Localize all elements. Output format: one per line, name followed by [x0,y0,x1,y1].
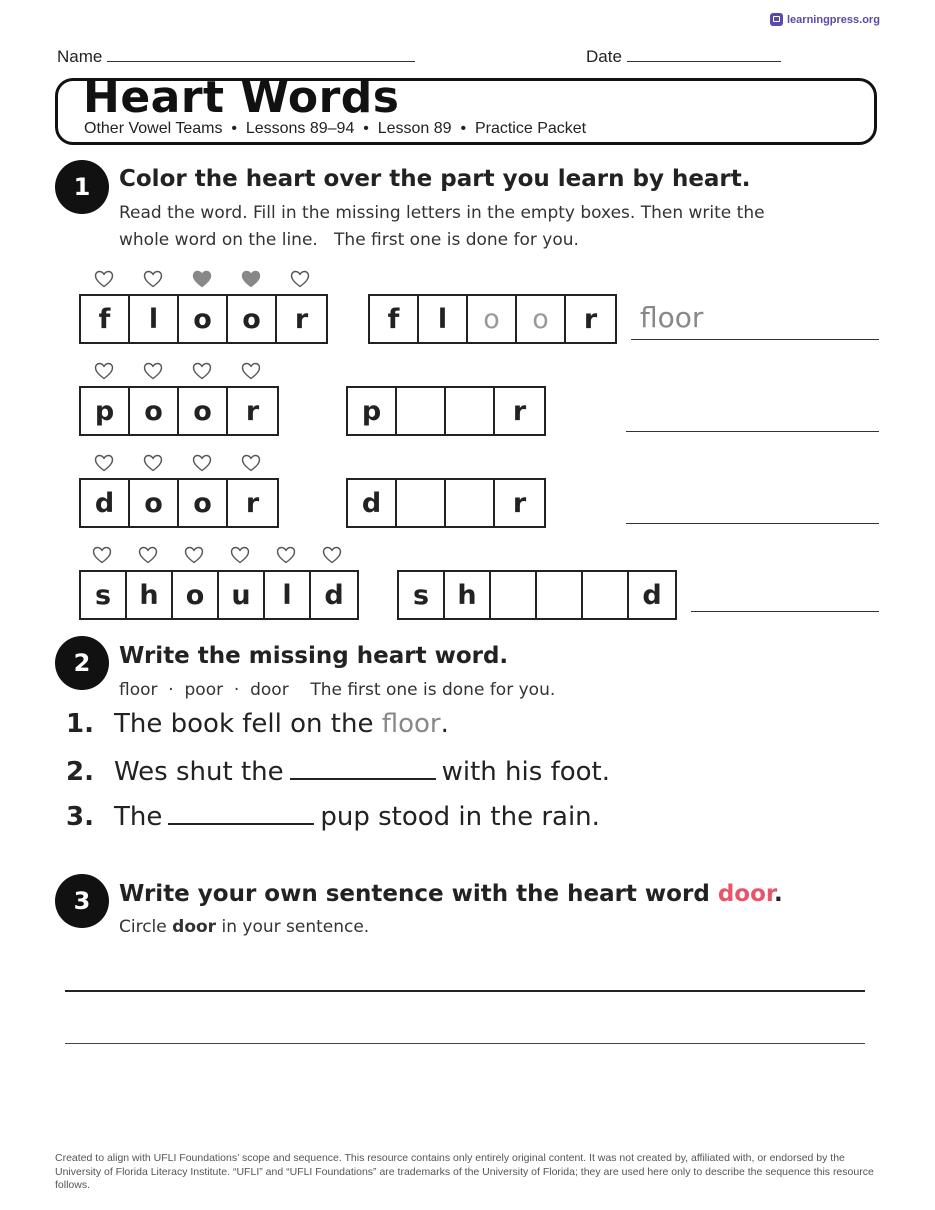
letter-box: p [348,388,397,434]
section-2-badge: 2 [55,636,109,690]
write-word-line[interactable] [626,523,879,524]
sentence-number: 2. [66,757,94,787]
fill-in-boxes [346,386,546,436]
letter-box: d [81,480,130,526]
heart-icon[interactable] [79,546,125,564]
sentence-3 [66,799,600,832]
section-3-sub [119,914,369,941]
writing-line-1[interactable] [65,990,865,992]
heart-row [79,362,275,380]
writing-line-2[interactable] [65,1043,865,1044]
letter-box: h [445,572,491,618]
instructions-line-1: Read the word. Fill in the missing letters in the empty boxes. Then write the [119,203,765,223]
letter-box: o [173,572,219,618]
word-boxes [79,478,279,528]
letter-box: u [219,572,265,618]
heart-row [79,454,275,472]
section-3-badge: 3 [55,874,109,928]
empty-letter-box[interactable] [491,572,537,618]
heart-row [79,270,324,288]
name-line[interactable] [107,47,415,62]
fill-in-boxes [368,294,617,344]
letter-box: s [81,572,127,618]
letter-box: d [348,480,397,526]
heart-icon[interactable] [177,270,226,288]
letter-box: o [468,296,517,342]
letter-box: o [179,296,228,342]
letter-box: r [245,395,260,427]
empty-letter-box[interactable] [446,480,495,526]
letter-box: o [179,480,228,526]
logo-text: learningpress.org [787,13,880,26]
section-2-title: Write the missing heart word. [119,643,509,669]
empty-letter-box[interactable] [583,572,629,618]
sentence-text-before: The [114,802,163,832]
section-1-title: Color the heart over the part you learn by heart. [119,166,751,192]
heart-icon[interactable] [217,546,263,564]
heart-icon[interactable] [128,270,177,288]
section-3-title-end: . [773,881,783,907]
sentence-text-after: with his foot. [441,757,610,787]
letter-box: r [512,487,527,519]
heart-row [79,546,355,564]
heart-word: door [717,881,774,907]
heart-icon[interactable] [177,362,226,380]
name-field[interactable] [57,47,415,67]
letter-box: o [179,388,228,434]
logo-icon [770,13,783,26]
letter-box: p [81,388,130,434]
heart-icon[interactable] [275,270,324,288]
section-3-sub-text: Circle [119,917,173,937]
letter-box: l [419,296,468,342]
date-field[interactable] [586,47,781,67]
heart-icon[interactable] [226,362,275,380]
letter-box: h [127,572,173,618]
empty-letter-box[interactable] [397,480,446,526]
sentence-text-before: The book fell on the [114,709,382,739]
sentence-blank[interactable] [168,799,314,825]
letter-box: d [642,579,662,611]
written-word: floor [640,301,704,334]
letter-box: d [324,579,344,611]
write-word-line[interactable] [691,611,879,612]
heart-icon[interactable] [79,270,128,288]
empty-letter-box[interactable] [397,388,446,434]
fill-in-boxes [397,570,677,620]
sentence-number: 1. [66,709,94,739]
word-boxes [79,386,279,436]
word-bank: floor · poor · door [119,680,289,700]
page-title: Heart Words [83,72,400,123]
heart-icon[interactable] [177,454,226,472]
heart-icon[interactable] [171,546,217,564]
letter-box: r [583,303,598,335]
word-boxes [79,294,328,344]
section-3-sub-end: in your sentence. [216,917,370,937]
instructions-line-2: whole word on the line. The first one is done for you. [119,230,579,250]
sentence-text-after: pup stood in the rain. [320,802,600,832]
heart-icon[interactable] [226,270,275,288]
sentence-number: 3. [66,802,94,832]
heart-icon[interactable] [263,546,309,564]
date-label: Date [586,47,622,66]
letter-box: o [517,296,566,342]
section-2-note: The first one is done for you. [310,680,556,700]
heart-icon[interactable] [128,362,177,380]
section-3-sub-word: door [172,917,217,937]
brand-logo [770,13,880,26]
sentence-text-before: Wes shut the [114,757,284,787]
letter-box: f [81,296,130,342]
word-boxes [79,570,359,620]
heart-icon[interactable] [125,546,171,564]
letter-box: o [130,480,179,526]
fill-in-boxes [346,478,546,528]
letter-box: r [512,395,527,427]
letter-box: o [130,388,179,434]
write-word-line[interactable] [631,339,879,340]
heart-icon[interactable] [79,362,128,380]
letter-box: o [228,296,277,342]
heart-icon[interactable] [309,546,355,564]
heart-icon[interactable] [226,454,275,472]
name-label: Name [57,47,103,66]
footer-disclaimer: Created to align with UFLI Foundations’ scope and sequence. This resource contains only entirely original content. It was not created by, affiliated with, or endorsed by the University of Florida Literacy Institute. “UFLI” and “UFLI Foundations” are trademarks of the University of Florida; they are used here only to describe the sequence this resource follows. [55,1152,874,1191]
section-2-sub [119,677,555,704]
letter-box: f [370,296,419,342]
empty-letter-box[interactable] [446,388,495,434]
letter-box: s [399,572,445,618]
letter-box: l [265,572,311,618]
letter-box: r [245,487,260,519]
sentence-1 [66,709,449,739]
sentence-2 [66,754,610,787]
section-1-instructions [119,200,765,254]
empty-letter-box[interactable] [537,572,583,618]
page-subtitle: Other Vowel Teams • Lessons 89–94 • Lesson 89 • Practice Packet [84,120,587,137]
letter-box: l [130,296,179,342]
heart-icon[interactable] [128,454,177,472]
heart-icon[interactable] [79,454,128,472]
date-line[interactable] [627,47,781,62]
sentence-blank[interactable] [290,754,436,780]
section-3-title-text: Write your own sentence with the heart word [119,881,718,907]
section-3-title [119,881,783,907]
section-1-badge: 1 [55,160,109,214]
letter-box: r [294,303,309,335]
sentence-text-after: . [440,709,449,739]
write-word-line[interactable] [626,431,879,432]
sentence-answer[interactable]: floor [381,709,441,739]
